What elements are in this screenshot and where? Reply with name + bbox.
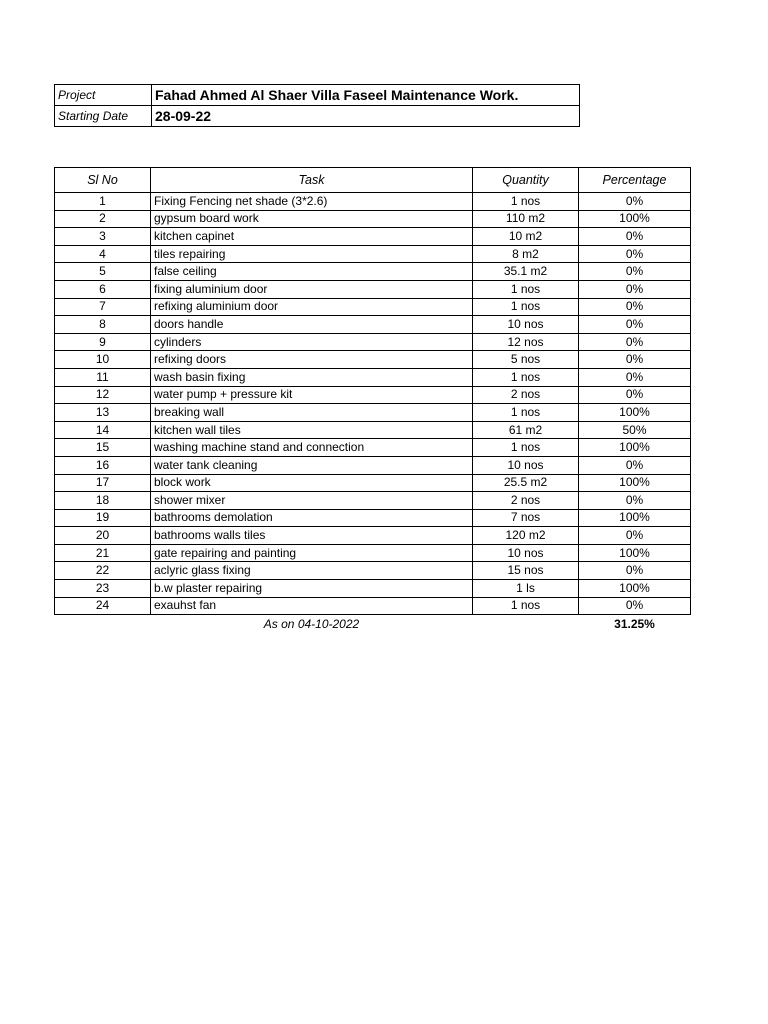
task-cell: gypsum board work [151, 210, 473, 228]
percentage-cell: 0% [579, 193, 691, 211]
sl-no-cell: 10 [55, 351, 151, 369]
start-date-value: 28-09-22 [152, 106, 580, 127]
header-sl-no: Sl No [55, 168, 151, 193]
table-row [55, 421, 691, 439]
total-percentage: 31.25% [614, 616, 655, 631]
percentage-cell: 100% [579, 580, 691, 598]
percentage-cell: 100% [579, 210, 691, 228]
percentage-cell: 100% [579, 474, 691, 492]
percentage-cell: 0% [579, 562, 691, 580]
percentage-cell: 100% [579, 439, 691, 457]
table-row [55, 527, 691, 545]
table-row [55, 228, 691, 246]
project-label: Project [55, 85, 152, 106]
percentage-cell: 0% [579, 386, 691, 404]
sl-no-cell: 17 [55, 474, 151, 492]
table-row [55, 544, 691, 562]
task-cell: gate repairing and painting [151, 544, 473, 562]
table-row [55, 280, 691, 298]
quantity-cell: 1 nos [473, 404, 579, 422]
table-row [55, 509, 691, 527]
sl-no-cell: 11 [55, 368, 151, 386]
task-cell: water pump + pressure kit [151, 386, 473, 404]
task-cell: cylinders [151, 333, 473, 351]
start-date-row [55, 106, 580, 127]
task-cell: doors handle [151, 316, 473, 334]
sl-no-cell: 14 [55, 421, 151, 439]
table-row [55, 580, 691, 598]
quantity-cell: 1 ls [473, 580, 579, 598]
footer-row [55, 615, 691, 634]
percentage-cell: 0% [579, 263, 691, 281]
sl-no-cell: 2 [55, 210, 151, 228]
task-cell: b.w plaster repairing [151, 580, 473, 598]
table-row [55, 368, 691, 386]
task-cell: shower mixer [151, 492, 473, 510]
percentage-cell: 0% [579, 597, 691, 615]
quantity-cell: 7 nos [473, 509, 579, 527]
task-cell: kitchen capinet [151, 228, 473, 246]
quantity-cell: 120 m2 [473, 527, 579, 545]
percentage-cell: 100% [579, 544, 691, 562]
task-table [54, 167, 691, 633]
quantity-cell: 1 nos [473, 193, 579, 211]
table-row [55, 351, 691, 369]
table-row [55, 597, 691, 615]
table-row [55, 263, 691, 281]
table-row [55, 386, 691, 404]
footer-spacer-2 [473, 615, 579, 634]
percentage-cell: 0% [579, 316, 691, 334]
quantity-cell: 12 nos [473, 333, 579, 351]
table-row [55, 492, 691, 510]
table-row [55, 333, 691, 351]
start-date-label: Starting Date [55, 106, 152, 127]
quantity-cell: 5 nos [473, 351, 579, 369]
task-cell: wash basin fixing [151, 368, 473, 386]
task-cell: block work [151, 474, 473, 492]
task-cell: fixing aluminium door [151, 280, 473, 298]
as-on-date: As on 04-10-2022 [263, 616, 360, 631]
task-cell: aclyric glass fixing [151, 562, 473, 580]
quantity-cell: 1 nos [473, 298, 579, 316]
quantity-cell: 15 nos [473, 562, 579, 580]
quantity-cell: 10 nos [473, 316, 579, 334]
header-row [55, 168, 691, 193]
quantity-cell: 1 nos [473, 368, 579, 386]
percentage-cell: 50% [579, 421, 691, 439]
task-cell: false ceiling [151, 263, 473, 281]
header-percentage: Percentage [579, 168, 691, 193]
quantity-cell: 10 nos [473, 456, 579, 474]
quantity-cell: 35.1 m2 [473, 263, 579, 281]
sl-no-cell: 9 [55, 333, 151, 351]
percentage-cell: 0% [579, 333, 691, 351]
percentage-cell: 0% [579, 351, 691, 369]
sl-no-cell: 22 [55, 562, 151, 580]
sl-no-cell: 19 [55, 509, 151, 527]
sl-no-cell: 12 [55, 386, 151, 404]
footer-spacer-1 [55, 615, 151, 634]
quantity-cell: 1 nos [473, 280, 579, 298]
sl-no-cell: 16 [55, 456, 151, 474]
percentage-cell: 0% [579, 527, 691, 545]
quantity-cell: 61 m2 [473, 421, 579, 439]
percentage-cell: 100% [579, 509, 691, 527]
task-body [55, 193, 691, 615]
table-row [55, 193, 691, 211]
percentage-cell: 0% [579, 456, 691, 474]
table-row [55, 245, 691, 263]
task-cell: breaking wall [151, 404, 473, 422]
task-cell: bathrooms walls tiles [151, 527, 473, 545]
table-row [55, 439, 691, 457]
sl-no-cell: 24 [55, 597, 151, 615]
percentage-cell: 0% [579, 228, 691, 246]
quantity-cell: 8 m2 [473, 245, 579, 263]
percentage-cell: 0% [579, 492, 691, 510]
percentage-cell: 0% [579, 245, 691, 263]
task-cell: bathrooms demolation [151, 509, 473, 527]
sl-no-cell: 8 [55, 316, 151, 334]
quantity-cell: 2 nos [473, 386, 579, 404]
sl-no-cell: 13 [55, 404, 151, 422]
task-cell: refixing aluminium door [151, 298, 473, 316]
sl-no-cell: 21 [55, 544, 151, 562]
quantity-cell: 1 nos [473, 597, 579, 615]
quantity-cell: 2 nos [473, 492, 579, 510]
quantity-cell: 10 m2 [473, 228, 579, 246]
task-cell: washing machine stand and connection [151, 439, 473, 457]
task-cell: exauhst fan [151, 597, 473, 615]
table-row [55, 210, 691, 228]
percentage-cell: 0% [579, 368, 691, 386]
quantity-cell: 10 nos [473, 544, 579, 562]
sl-no-cell: 20 [55, 527, 151, 545]
sl-no-cell: 7 [55, 298, 151, 316]
sl-no-cell: 18 [55, 492, 151, 510]
table-row [55, 404, 691, 422]
task-cell: kitchen wall tiles [151, 421, 473, 439]
sl-no-cell: 5 [55, 263, 151, 281]
task-cell: tiles repairing [151, 245, 473, 263]
percentage-cell: 0% [579, 298, 691, 316]
task-cell: water tank cleaning [151, 456, 473, 474]
sl-no-cell: 6 [55, 280, 151, 298]
project-row [55, 85, 580, 106]
table-row [55, 316, 691, 334]
sl-no-cell: 15 [55, 439, 151, 457]
project-info-table [54, 84, 580, 127]
sl-no-cell: 23 [55, 580, 151, 598]
sl-no-cell: 1 [55, 193, 151, 211]
quantity-cell: 110 m2 [473, 210, 579, 228]
table-row [55, 298, 691, 316]
header-task: Task [151, 168, 473, 193]
sl-no-cell: 4 [55, 245, 151, 263]
table-row [55, 474, 691, 492]
header-quantity: Quantity [473, 168, 579, 193]
sl-no-cell: 3 [55, 228, 151, 246]
percentage-cell: 0% [579, 280, 691, 298]
table-row [55, 456, 691, 474]
task-cell: Fixing Fencing net shade (3*2.6) [151, 193, 473, 211]
table-row [55, 562, 691, 580]
quantity-cell: 1 nos [473, 439, 579, 457]
quantity-cell: 25.5 m2 [473, 474, 579, 492]
project-name: Fahad Ahmed Al Shaer Villa Faseel Maintenance Work. [152, 85, 580, 106]
task-cell: refixing doors [151, 351, 473, 369]
percentage-cell: 100% [579, 404, 691, 422]
